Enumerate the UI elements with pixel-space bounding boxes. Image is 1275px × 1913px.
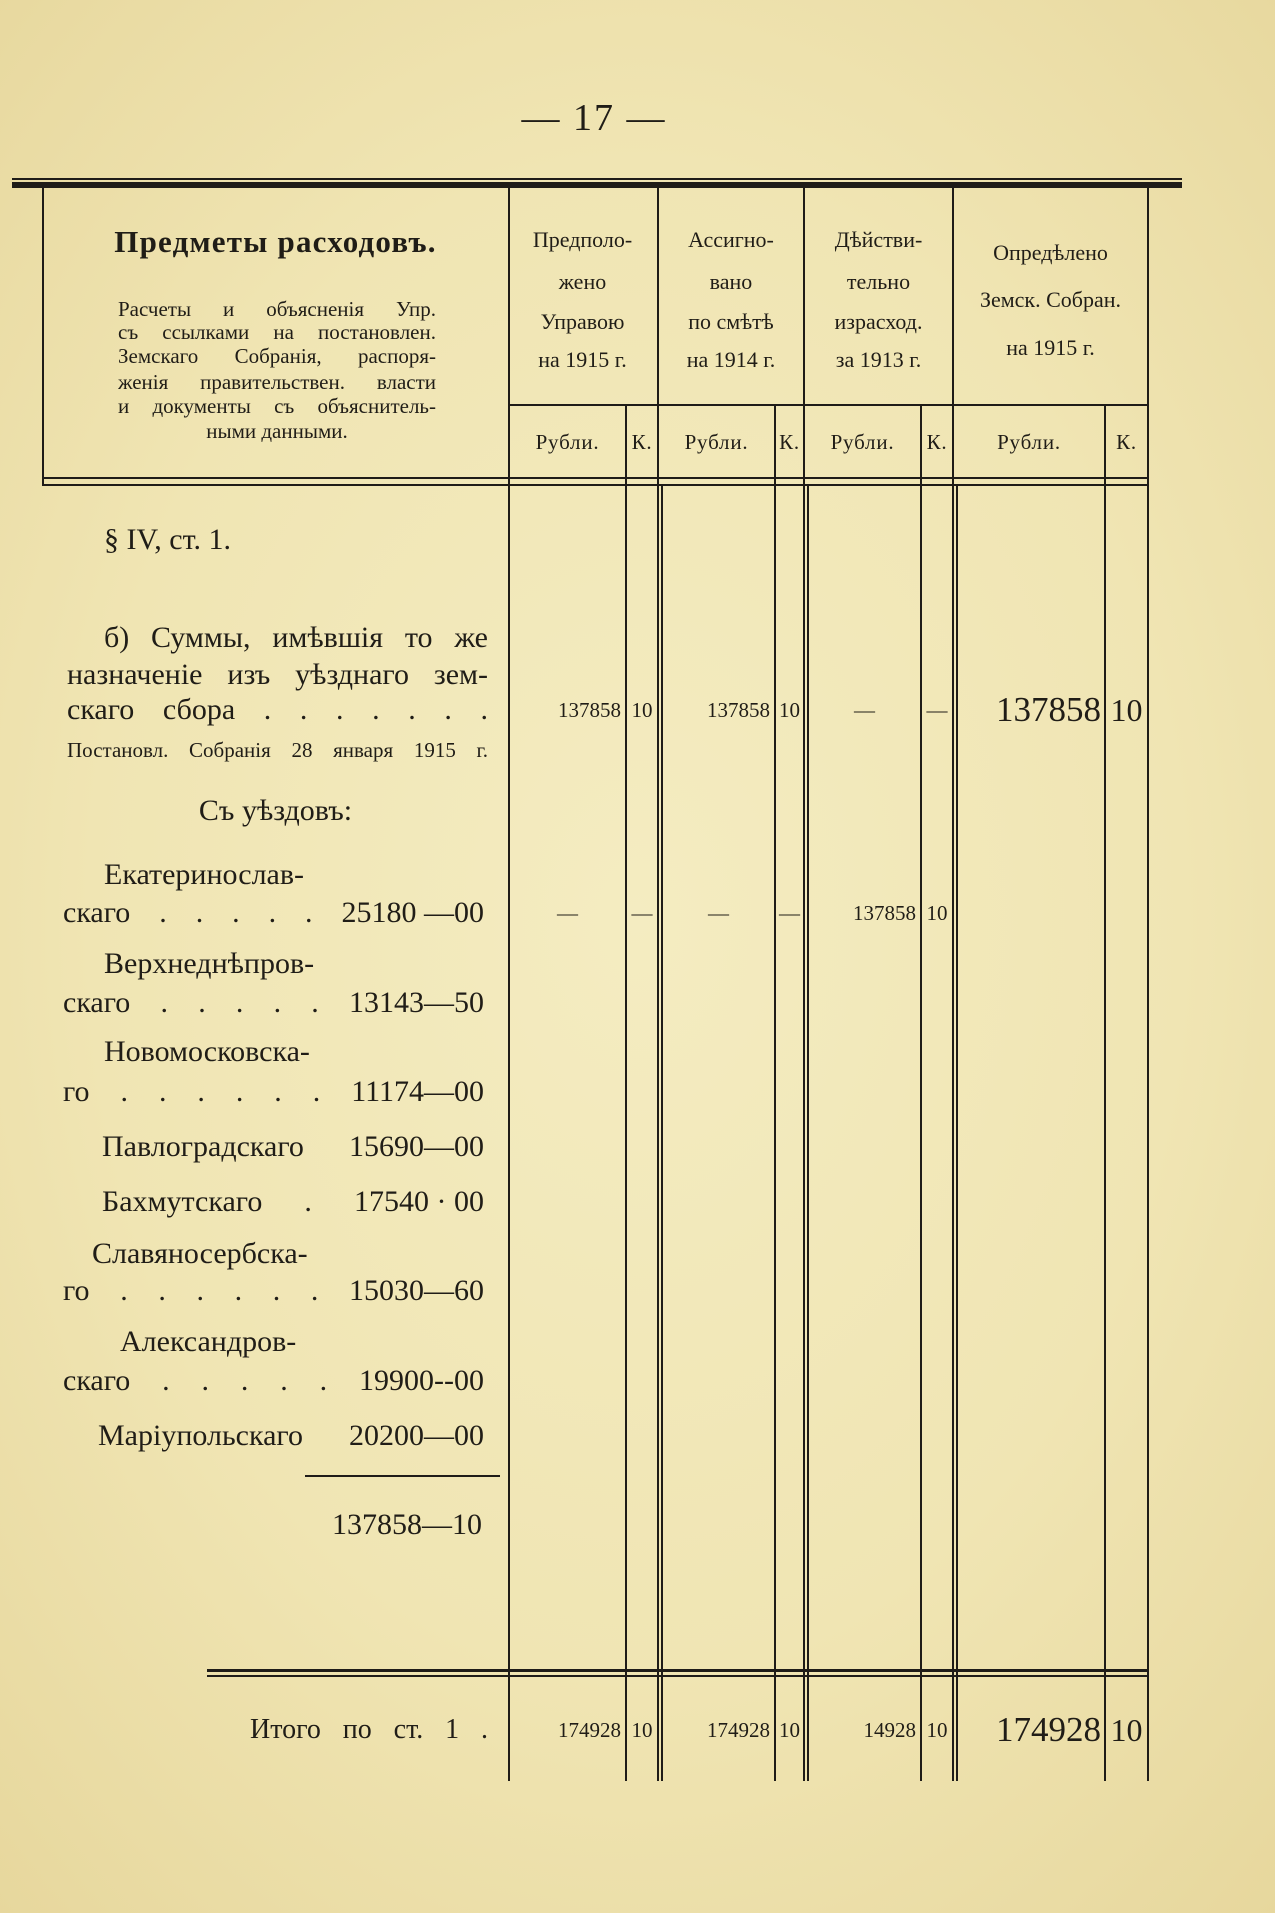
district-amount: 13143—50 (349, 986, 484, 1019)
kopek-divider (920, 405, 922, 1781)
kopeks-label: К. (779, 430, 800, 454)
district-amount: 19900--00 (359, 1364, 484, 1397)
item-line: скаго сбора . . . . . . . (67, 693, 488, 726)
kopek-divider (1104, 405, 1106, 1781)
proposed-rubles: — (557, 901, 578, 925)
districts-total: 137858—10 (332, 1508, 482, 1541)
district-name: скаго . . . . . (63, 986, 319, 1019)
column-header-line: Дѣйстви- (834, 227, 923, 252)
district-name: скаго . . . . . (63, 896, 313, 929)
rubles-label: Рубли. (684, 430, 749, 454)
district-name-line: Верхнеднѣпров- (104, 947, 315, 980)
assigned-kopeks: — (779, 901, 800, 925)
district-name: Бахмутскаго . (102, 1185, 312, 1218)
column-header-line: на 1915 г. (538, 347, 627, 372)
column-header-line: тельно (846, 269, 911, 294)
column-header-line: Предполо- (532, 227, 633, 252)
column-header-line: Земск. Собран. (979, 287, 1122, 312)
item-line: назначеніе изъ уѣзднаго зем- (67, 658, 488, 691)
district-name: го . . . . . . (63, 1274, 319, 1307)
table-top-thin-rule (12, 178, 1182, 180)
approved-rubles: 137858 (996, 690, 1101, 729)
kopeks-label: К. (631, 430, 653, 454)
district-line (102, 1129, 484, 1165)
table-top-thick-rule (12, 182, 1182, 188)
district-name: Павлоградскаго (102, 1130, 304, 1163)
column-header-line: Управою (540, 309, 625, 334)
spent-rubles: 137858 (853, 901, 916, 925)
rubles-label: Рубли. (997, 430, 1061, 454)
assigned-rubles: 137858 (707, 698, 770, 722)
column-divider (956, 486, 958, 1781)
total-spent-rubles: 14928 (863, 1718, 916, 1742)
rubles-label: Рубли. (830, 430, 895, 454)
district-name-line: Екатеринослав- (104, 858, 305, 891)
subheader-rule (508, 404, 1149, 406)
header-description-line: съ ссылками на постановлен. (118, 320, 436, 344)
item-line: б) Суммы, имѣвшія то же (104, 621, 488, 654)
kopeks-label: К. (926, 430, 948, 454)
subtotal-rule (305, 1475, 500, 1477)
total-rule (207, 1675, 1149, 1677)
column-header-line: по смѣтѣ (688, 309, 774, 334)
header-description-line: и документы съ объяснитель- (118, 394, 436, 418)
total-proposed-kopeks: 10 (631, 1718, 653, 1742)
column-divider (952, 188, 954, 1781)
page-number: — 17 — (521, 97, 667, 139)
total-proposed-rubles: 174928 (558, 1718, 621, 1742)
header-bottom-rule (42, 477, 1149, 479)
assigned-rubles: — (708, 901, 729, 925)
column-divider (661, 486, 663, 1781)
column-header-line: Опредѣлено (993, 240, 1108, 265)
total-spent-kopeks: 10 (926, 1718, 948, 1742)
assigned-kopeks: 10 (779, 698, 800, 722)
district-amount: 17540 · 00 (354, 1185, 484, 1218)
total-rule (207, 1669, 1149, 1672)
header-description-line: ными данными. (206, 419, 348, 443)
column-header-line: на 1915 г. (1006, 335, 1095, 360)
district-name-line: Славяносербска- (92, 1237, 308, 1270)
column-divider (803, 188, 805, 1781)
district-amount: 20200—00 (349, 1419, 484, 1452)
column-divider (807, 486, 809, 1781)
district-amount: 25180 —00 (341, 896, 484, 929)
approved-kopeks: 10 (1110, 692, 1143, 728)
district-line (98, 1418, 484, 1454)
column-divider (657, 188, 659, 1781)
proposed-kopeks: 10 (631, 698, 653, 722)
column-header-line: на 1914 г. (686, 347, 776, 372)
district-line (63, 985, 484, 1021)
districts-heading: Съ уѣздовъ: (198, 794, 353, 827)
kopek-divider (774, 405, 776, 1781)
district-name: Маріупольскаго (98, 1419, 303, 1452)
section-heading: § IV, ст. 1. (104, 523, 231, 556)
district-line (63, 1273, 484, 1309)
kopek-divider (625, 405, 627, 1781)
proposed-kopeks: — (631, 901, 653, 925)
district-name-line: Новомосковска- (104, 1035, 310, 1068)
column-divider (508, 188, 510, 1781)
kopeks-label: К. (1116, 430, 1137, 454)
proposed-rubles: 137858 (558, 698, 621, 722)
rubles-label: Рубли. (535, 430, 600, 454)
header-bottom-rule (42, 484, 1149, 486)
district-name-line: Александров- (120, 1325, 297, 1358)
resolution-note: Постановл. Собранія 28 января 1915 г. (67, 738, 488, 762)
total-approved-kopeks: 10 (1110, 1712, 1143, 1748)
spent-kopeks: 10 (926, 901, 948, 925)
total-label: Итого по ст. 1 . (250, 1714, 488, 1745)
total-assigned-rubles: 174928 (707, 1718, 770, 1742)
district-amount: 15030—60 (349, 1274, 484, 1307)
total-assigned-kopeks: 10 (779, 1718, 800, 1742)
header-description-line: Земскаго Собранія, распоря- (118, 344, 436, 368)
header-title: Предметы расходовъ. (114, 224, 437, 259)
district-line (63, 1363, 484, 1399)
district-line (63, 895, 484, 931)
header-description-line: Расчеты и объясненія Упр. (118, 297, 436, 321)
column-header-line: за 1913 г. (835, 347, 922, 372)
district-amount: 15690—00 (349, 1130, 484, 1163)
district-line (102, 1184, 484, 1220)
header-description-line: женія правительствен. власти (118, 370, 436, 394)
column-header-line: жено (558, 269, 607, 294)
district-amount: 11174—00 (351, 1075, 484, 1108)
column-header-line: вано (709, 269, 753, 294)
district-line (63, 1074, 484, 1110)
district-name: го . . . . . . (63, 1075, 321, 1108)
district-name: скаго . . . . . (63, 1364, 328, 1397)
total-approved-rubles: 174928 (996, 1710, 1101, 1749)
spent-rubles: — (854, 698, 875, 722)
column-header-line: Ассигно- (688, 227, 774, 252)
spent-kopeks: — (926, 698, 948, 722)
column-header-line: израсход. (834, 309, 923, 334)
table-right-border (1147, 188, 1149, 1781)
